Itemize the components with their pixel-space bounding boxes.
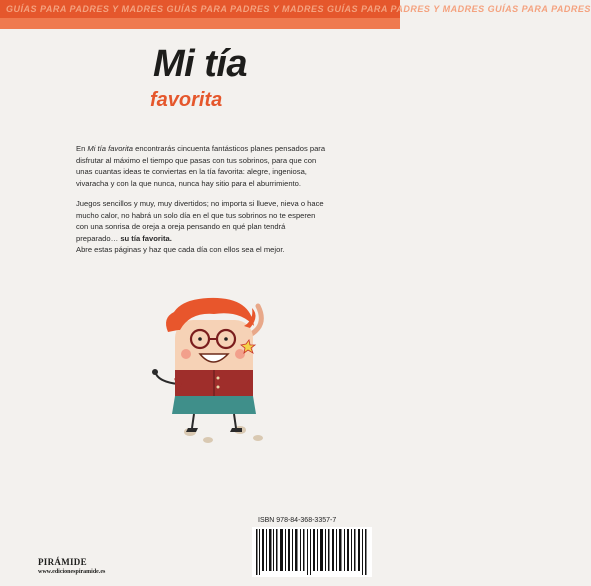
book-subtitle: favorita	[150, 89, 223, 111]
aunt-character-illustration	[130, 296, 300, 446]
series-band	[0, 0, 591, 29]
publisher-website: www.edicionespiramide.es	[38, 569, 106, 575]
isbn-text: ISBN 978-84-368-3357-7	[258, 517, 337, 524]
band-stripe	[0, 18, 400, 29]
book-title: Mi tía	[152, 43, 248, 85]
barcode	[252, 527, 372, 577]
series-band-text: GUÍAS PARA PADRES Y MADRES GUÍAS PARA PADRES Y MADRES GUÍAS PARA PADRES Y MADRES GUÍAS PARA PADRES	[6, 4, 591, 14]
description-paragraph-2: Juegos sencillos y muy, muy divertidos; no importa si llueve, nieva o hace mucho calor, no habrá un solo día en el que tus sobrinos no te esperen con una sonrisa de oreja a oreja pensando en qué plan tendrá preparado… su tía favorita.	[76, 199, 324, 243]
description-paragraph-1: En Mi tía favorita encontrarás cincuenta fantásticos planes pensados para disfrutar al máximo el tiempo que pasas con tus sobrinos, para que con unas cuantas ideas te conviertas en la tía favorita: alegre, ingeniosa, vivaracha y con la que nunca, nunca hay sitio para el aburrimiento.	[76, 144, 326, 188]
publisher-name: PIRÁMIDE	[38, 557, 87, 567]
description-paragraph-3: Abre estas páginas y haz que cada día con ellos sea el mejor.	[76, 245, 285, 254]
